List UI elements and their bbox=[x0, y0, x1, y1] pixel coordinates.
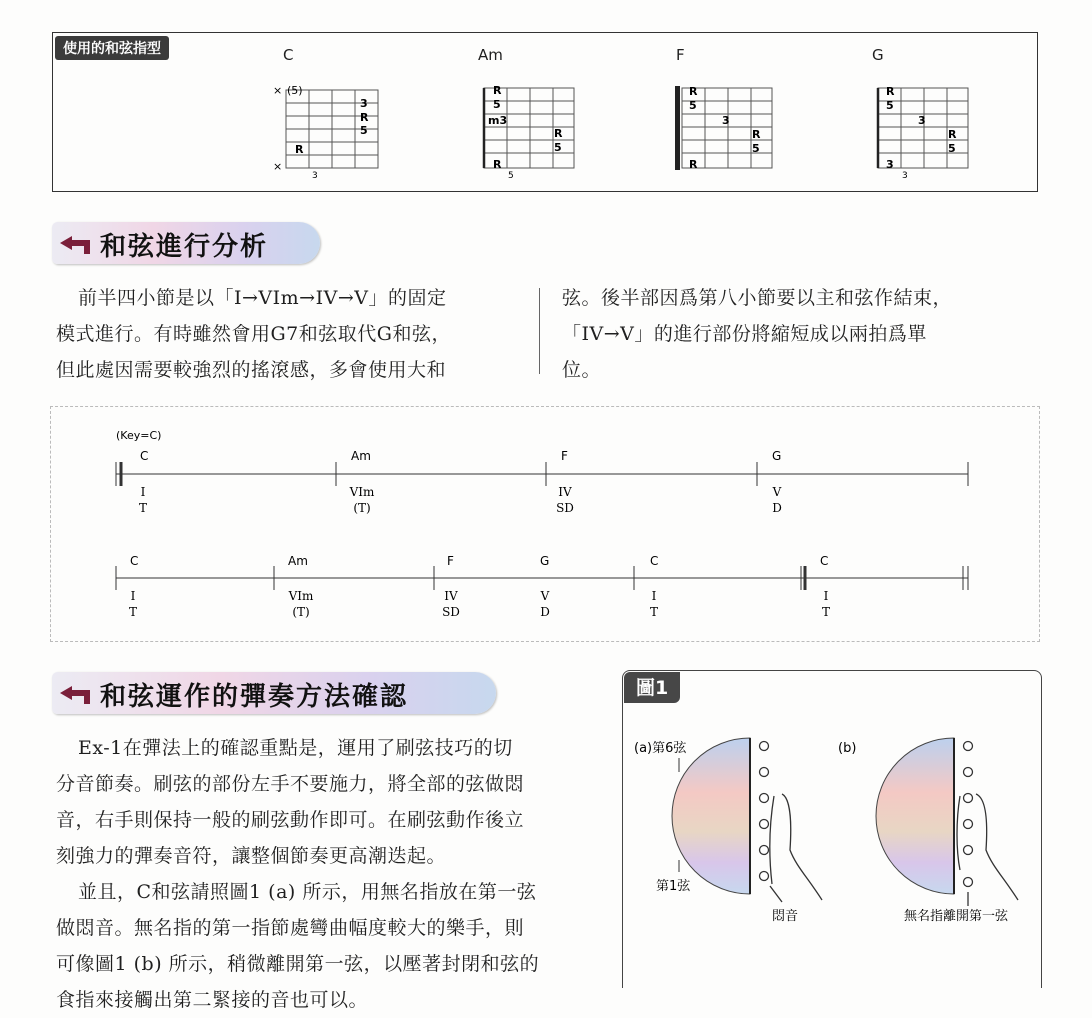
fret-dot: 3 bbox=[722, 114, 730, 127]
text-line: 音，右手則保持一般的刷弦動作即可。在刷弦動作後立 bbox=[56, 809, 525, 831]
fret-dot: 5 bbox=[948, 142, 956, 155]
key-label: (Key=C) bbox=[116, 429, 162, 442]
fret-dot: 5 bbox=[493, 98, 501, 111]
fret-number: 3 bbox=[312, 171, 318, 181]
text-line: 並且，C和弦請照圖1 (a) 所示，用無名指放在第一弦 bbox=[78, 881, 537, 903]
chord-label: C bbox=[820, 554, 829, 568]
text-line: 做悶音。無名指的第一指節處彎曲幅度較大的樂手，則 bbox=[56, 917, 525, 939]
fret-dot: R bbox=[360, 111, 369, 124]
text-line: 刻強力的彈奏音符，讓整個節奏更高潮迭起。 bbox=[56, 845, 447, 867]
degree-label: I bbox=[140, 485, 146, 499]
fret-dot: 5 bbox=[554, 141, 562, 154]
chord-label: G bbox=[540, 554, 550, 568]
degree-label: I bbox=[651, 589, 657, 603]
degree-label: VIm bbox=[349, 485, 375, 499]
function-label: T bbox=[138, 501, 148, 515]
fret-dot: 5 bbox=[689, 99, 697, 112]
section-header-chord-analysis bbox=[52, 222, 320, 264]
text-line: 食指來接觸出第二緊接的音也可以。 bbox=[56, 989, 369, 1011]
function-label: T bbox=[649, 605, 659, 619]
fret-dot: R bbox=[295, 143, 304, 156]
degree-label: I bbox=[130, 589, 136, 603]
fret-dot: 3 bbox=[918, 114, 926, 127]
fret-dot: 5 bbox=[886, 99, 894, 112]
pointing-hand-icon bbox=[58, 230, 92, 256]
degree-label: VIm bbox=[288, 589, 314, 603]
function-label: D bbox=[540, 605, 550, 619]
text-line: 但此處因需要較強烈的搖滾感，多會使用大和 bbox=[56, 359, 447, 381]
fret-dot: m3 bbox=[488, 114, 508, 127]
fret-dot: R bbox=[752, 128, 761, 141]
label-a-6th-string: (a)第6弦 bbox=[634, 741, 687, 756]
column-divider bbox=[539, 288, 540, 374]
chord-name-am: Am bbox=[478, 46, 503, 64]
text-line: 可像圖1 (b) 所示，稍微離開第一弦，以壓著封閉和弦的 bbox=[56, 953, 540, 975]
section-title: 和弦運作的彈奏方法確認 bbox=[100, 682, 409, 712]
text-line: 前半四小節是以「I→VIm→IV→V」的固定 bbox=[78, 287, 447, 309]
text-line: 位。 bbox=[562, 359, 602, 381]
pointing-hand-icon bbox=[58, 680, 92, 706]
text-line: 模式進行。有時雖然會用G7和弦取代G和弦， bbox=[56, 323, 451, 345]
chord-progression-diagram bbox=[50, 406, 1040, 642]
label-a-1st-string: 第1弦 bbox=[656, 879, 691, 894]
function-label: T bbox=[128, 605, 138, 619]
fret-dot: R bbox=[554, 127, 563, 140]
text-line: Ex-1在彈法上的確認重點是，運用了刷弦技巧的切 bbox=[78, 737, 513, 759]
fret-dot: R bbox=[493, 84, 502, 97]
function-label: SD bbox=[442, 605, 460, 619]
chord-label: F bbox=[561, 449, 568, 463]
fret-dot: R bbox=[948, 128, 957, 141]
degree-label: V bbox=[540, 589, 550, 603]
function-label: (T) bbox=[292, 605, 310, 619]
fret-dot: 5 bbox=[360, 124, 368, 137]
fret-dot: 3 bbox=[360, 97, 368, 110]
fret-dot: R bbox=[689, 85, 698, 98]
chord-label: Am bbox=[288, 554, 308, 568]
chord-name-g: G bbox=[872, 46, 884, 64]
fret-number: 3 bbox=[902, 171, 908, 181]
chord-diagram-am bbox=[474, 80, 584, 180]
mute-mark-bottom: × bbox=[273, 160, 283, 173]
chord-name-f: F bbox=[676, 46, 685, 64]
fret-dot: R bbox=[493, 158, 502, 171]
section-header-playing-method bbox=[52, 672, 496, 714]
text-line: 分音節奏。刷弦的部份左手不要施力，將全部的弦做悶 bbox=[56, 773, 525, 795]
degree-label: I bbox=[823, 589, 829, 603]
chord-label: C bbox=[140, 449, 149, 463]
fret-number: 5 bbox=[508, 171, 514, 181]
function-label: T bbox=[821, 605, 831, 619]
text-line: 弦。後半部因爲第八小節要以主和弦作結束， bbox=[562, 287, 953, 309]
chord-label: Am bbox=[351, 449, 371, 463]
fret-dot: R bbox=[886, 85, 895, 98]
chord-diagram-g bbox=[868, 80, 978, 180]
function-label: (T) bbox=[353, 501, 371, 515]
chord-diagram-c bbox=[268, 80, 388, 180]
figure-1-tag: 圖1 bbox=[624, 672, 680, 703]
chord-label: C bbox=[650, 554, 659, 568]
paren-label: (5) bbox=[287, 84, 303, 97]
analysis-text-left bbox=[56, 280, 451, 388]
label-b-caption: 無名指離開第一弦 bbox=[904, 909, 1009, 924]
fret-dot: 5 bbox=[752, 142, 760, 155]
fret-dot: R bbox=[689, 158, 698, 171]
analysis-text-right bbox=[562, 280, 952, 388]
degree-label: IV bbox=[558, 485, 572, 499]
degree-label: IV bbox=[444, 589, 458, 603]
fret-dot: 3 bbox=[886, 158, 894, 171]
figure-1-illustration bbox=[622, 700, 1042, 988]
mute-mark-top: × bbox=[273, 84, 283, 97]
chord-diagram-f bbox=[672, 80, 782, 180]
section-title: 和弦進行分析 bbox=[100, 232, 269, 262]
function-label: SD bbox=[556, 501, 574, 515]
label-a-mute: 悶音 bbox=[772, 909, 799, 924]
chord-label: F bbox=[447, 554, 454, 568]
playing-method-text bbox=[56, 730, 540, 1011]
text-line: 「IV→V」的進行部份將縮短成以兩拍爲單 bbox=[562, 323, 927, 345]
chord-label: C bbox=[130, 554, 139, 568]
degree-label: V bbox=[772, 485, 782, 499]
chord-shapes-label: 使用的和弦指型 bbox=[55, 36, 169, 60]
chord-name-c: C bbox=[283, 46, 294, 64]
label-b: (b) bbox=[838, 741, 857, 756]
function-label: D bbox=[772, 501, 782, 515]
chord-label: G bbox=[772, 449, 782, 463]
